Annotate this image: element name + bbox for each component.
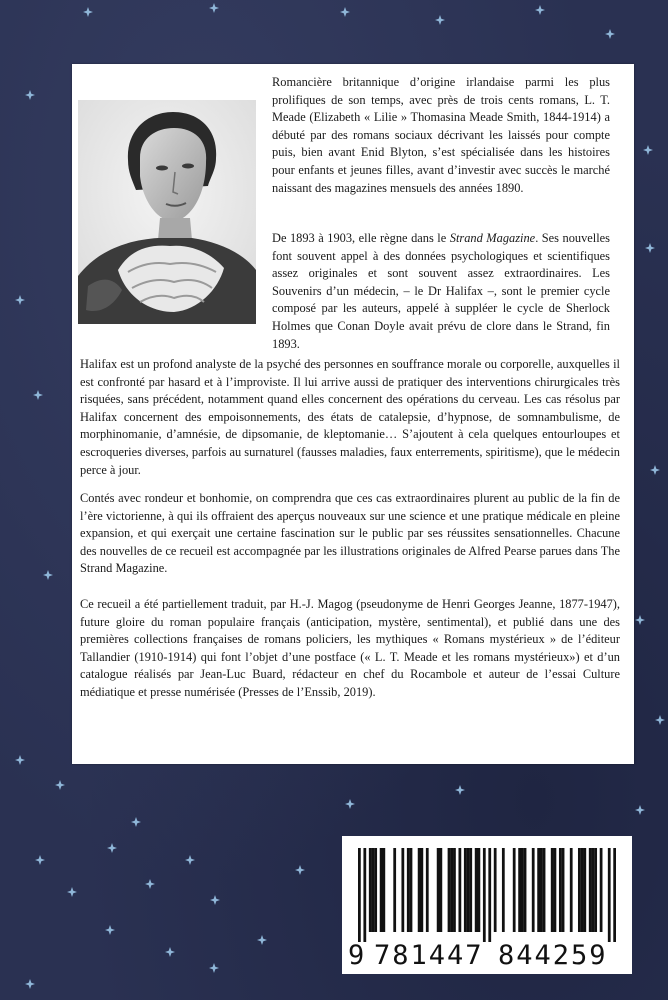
barcode-bar	[372, 848, 375, 932]
barcode-bar	[407, 848, 410, 932]
paragraph-4: Contés avec rondeur et bonhomie, on comprendra que ces cas extraordinaires plurent au public de la fin de l’ère victorienne, à qui ils offraient des aperçus nouveaux sur une science et une pratique médicale en pleine expansion, et qui exerçait une certaine fascination sur le public par ses réussites sensationnelles. Chacune des nouvelles de ce recueil est accompagnée par les illustrations originales de Alfred Pearse parues dans The Strand Magazine.	[80, 491, 620, 576]
barcode-bar	[458, 848, 461, 932]
barcode-bar	[513, 848, 516, 932]
strand-paragraph	[272, 230, 610, 353]
barcode-bar	[426, 848, 429, 932]
barcode-bar	[578, 848, 581, 932]
strand-magazine-title: Strand Magazine	[449, 231, 536, 245]
barcode-bar	[532, 848, 535, 932]
barcode-bar	[437, 848, 440, 932]
barcode-bar	[518, 848, 521, 932]
barcode-bar	[464, 848, 467, 932]
barcode-bar	[374, 848, 377, 932]
barcode-bar	[551, 848, 554, 932]
barcode-bar	[448, 848, 451, 932]
portrait-illustration	[78, 100, 256, 324]
portrait-photo	[78, 100, 256, 324]
barcode-bar	[380, 848, 383, 932]
barcode-bar	[613, 848, 616, 942]
translation-paragraph	[80, 596, 620, 702]
barcode-bar	[420, 848, 423, 932]
halifax-paragraph	[80, 356, 620, 479]
barcode-bar	[439, 848, 442, 932]
barcode-bar	[450, 848, 453, 932]
barcode-bar	[581, 848, 584, 932]
paragraph-2-start: De 1893 à 1903, elle règne dans le	[272, 231, 450, 245]
barcode-bar	[418, 848, 421, 932]
paragraph-5: Ce recueil a été partiellement traduit, par H.-J. Magog (pseudonyme de Henri Georges Jeanne, 1877-1947), future gloire du roman populaire français (anticipation, mystère, sentimental), et publié dans une des premières collections françaises de romans policiers, les mythiques « Romans mystérieux » de l’éditeur Tallandier (1910-1914) qui font l’objet d’une postface (« L. T. Meade et les romans mystérieux») et d’un catalogue réalisés par Jean-Luc Buard, rédacteur en chef du Rocambole et auteur de l’essai Culture médiatique et presse numérisée (Presses de l’Enssib, 2019).	[80, 597, 620, 699]
barcode-bar	[524, 848, 527, 932]
barcode-bar	[559, 848, 562, 932]
barcode-bar	[592, 848, 595, 932]
isbn-barcode	[342, 836, 632, 974]
barcode-bar	[488, 848, 491, 942]
barcode-bar	[369, 848, 372, 932]
barcode-bar	[540, 848, 543, 932]
intro-paragraph	[272, 74, 610, 197]
barcode-bar	[475, 848, 478, 932]
barcode-bar	[608, 848, 611, 942]
paragraph-1: Romancière britannique d’origine irlandaise parmi les plus prolifiques de son temps, avec près de trois cents romans, L. T. Meade (Elizabeth « Lilie » Thomasina Meade Smith, 1844-1914) a débuté par des romans sociaux décrivant les laissés pour compte puis, bien avant Enid Blyton, s’est spécialisée dans les histoires pour enfants et jeunes filles, avant d’investir avec succès le marché naissant des magazines mensuels des années 1890.	[272, 75, 610, 195]
barcode-bar	[358, 848, 361, 942]
barcode-bar	[410, 848, 413, 932]
barcode-digit-first: 9	[348, 940, 365, 971]
barcode-bar	[562, 848, 565, 932]
barcode-bar	[600, 848, 603, 932]
text-panel	[72, 64, 634, 764]
barcode-bar	[554, 848, 557, 932]
barcode-group-left: 781447	[374, 940, 484, 971]
barcode-bar	[363, 848, 366, 942]
barcode-bar	[382, 848, 385, 932]
barcode-digits	[348, 940, 628, 970]
barcode-bar	[502, 848, 505, 932]
barcode-bar	[393, 848, 396, 932]
paragraph-2	[272, 230, 610, 353]
barcode-bar	[401, 848, 404, 932]
barcode-group-right: 844259	[498, 940, 608, 971]
paragraph-2-end: . Ses nouvelles font souvent appel à des données psychologiques et scientifiques assez originales et sont souvent assez extraordinaires. Les Souvenirs d’un médecin, – le Dr Halifax –, sont le premier cycle composé par les auteurs, appelé à suppléer le cycle de Sherlock Holmes que Conan Doyle avait prévu de clore dans le Strand, fin 1893.	[272, 231, 611, 351]
barcode-bar	[594, 848, 597, 932]
barcode-bar	[521, 848, 524, 932]
barcode-bar	[543, 848, 546, 932]
barcode-bar	[469, 848, 472, 932]
barcode-bar	[467, 848, 470, 932]
barcode-bar	[494, 848, 497, 932]
barcode-bar	[477, 848, 480, 932]
barcode-bar	[589, 848, 592, 932]
barcode-bars	[358, 848, 616, 942]
barcode-bar	[483, 848, 486, 942]
public-paragraph	[80, 490, 620, 578]
barcode-bar	[570, 848, 573, 932]
barcode-bar	[537, 848, 540, 932]
barcode-bar	[583, 848, 586, 932]
paragraph-3: Halifax est un profond analyste de la psyché des personnes en souffrance morale ou corporelle, auxquelles il est confronté par hasard et à l’improviste. Il lui arrive aussi de pratiquer des interventions chirurgicales très risquées, sans précédent, notamment quand elles concernent des opérations du cerveau. Les cas résolus par Halifax concernent des empoisonnements, des états de catalepsie, d’hypnose, de somnambulisme, de morphinomanie, d’amnésie, de dipsomanie, de kleptomanie… S’ajoutent à cela quelques entourloupes et escroqueries diverses, parfois au surnaturel (fausses maladies, faux enterrements, spiritisme), que le médecin perce à jour.	[80, 357, 620, 477]
barcode-bar	[453, 848, 456, 932]
